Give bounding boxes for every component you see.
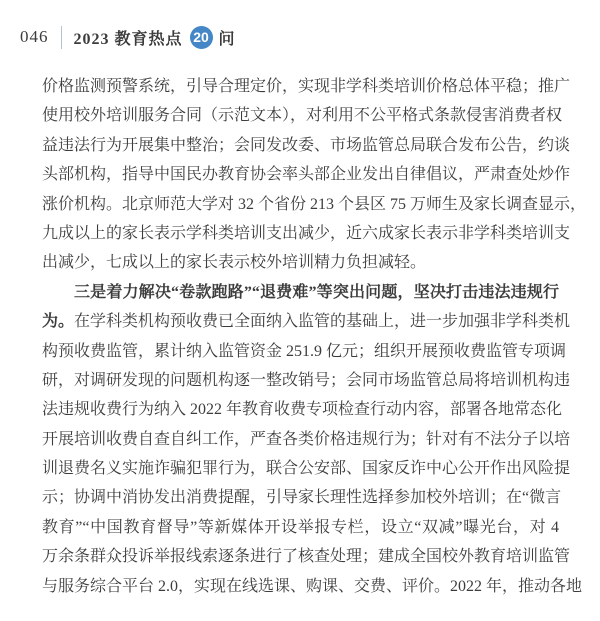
text-run: 益违法行为开展集中整治；会同发改委、市场监管总局联合发布公告，约谈	[42, 136, 571, 154]
text-line	[42, 219, 571, 248]
book-title-suffix: 问	[218, 30, 236, 48]
text-run: 在学科类机构预收费已全面纳入监管的基础上，进一步加强非学科类机	[74, 313, 571, 331]
text-line	[42, 483, 562, 512]
text-line	[42, 101, 563, 130]
text-run: 研，对调研发现的问题机构逐一整改销号；会同市场监管总局将培训机构违	[42, 371, 571, 389]
text-run: 开展培训收费自查自纠工作，严查各类价格违规行为；针对有不法分子以培	[42, 430, 571, 448]
text-run: 出减少，七成以上的家长表示校外培训精力负担减轻。	[42, 254, 427, 272]
text-line	[42, 337, 567, 366]
text-run: 法违规收费行为纳入 2022 年教育收费专项检查行动内容，部署各地常态化	[42, 401, 563, 419]
text-line	[42, 72, 571, 101]
text-run: 教育”“中国教育督导”等新媒体开设举报专栏，设立“双减”曝光台，对 4	[42, 518, 559, 536]
text-line	[42, 542, 571, 571]
text-line	[42, 572, 583, 601]
text-run: 头部机构，指导中国民办教育协会率头部企业发出自律倡议，严肃查处炒作	[42, 166, 571, 184]
text-line	[42, 278, 559, 307]
book-title	[74, 26, 236, 49]
text-run: 训退费名义实施诈骗犯罪行为，联合公安部、国家反诈中心公开作出风险提	[42, 460, 571, 478]
text-run: 万余条群众投诉举报线索逐条进行了核查处理；建成全国校外教育培训监管	[42, 548, 571, 566]
text-line	[42, 307, 571, 336]
page-body	[42, 72, 587, 601]
text-run: 涨价机构。北京师范大学对 32 个省份 213 个县区 75 万师生及家长调查显示，	[42, 195, 587, 213]
book-title-text: 2023 教育热点	[73, 30, 183, 48]
text-run: 使用校外培训服务合同（示范文本），对利用不公平格式条款侵害消费者权	[42, 107, 563, 125]
text-line	[42, 366, 571, 395]
text-line	[42, 395, 563, 424]
page-header	[20, 24, 236, 50]
text-line	[42, 160, 571, 189]
text-run: 九成以上的家长表示学科类培训支出减少，近六成家长表示非学科类培训支	[42, 224, 571, 242]
text-run: 与服务综合平台 2.0，实现在线选课、购课、交费、评价。2022 年，推动各地	[42, 577, 583, 595]
header-divider	[61, 26, 62, 49]
text-line	[42, 190, 587, 219]
badge-20: 20	[190, 26, 213, 49]
text-line	[42, 131, 571, 160]
text-line	[42, 454, 571, 483]
text-line	[42, 513, 559, 542]
text-line	[42, 248, 559, 277]
text-line	[42, 425, 571, 454]
text-run: 价格监测预警系统，引导合理定价，实现非学科类培训价格总体平稳；推广	[42, 78, 571, 95]
page-number: 046	[20, 27, 49, 46]
text-run: 示；协调中消协发出消费提醒，引导家长理性选择参加校外培训；在“微言	[42, 489, 562, 507]
text-run: 构预收费监管，累计纳入监管资金 251.9 亿元；组织开展预收费监管专项调	[42, 342, 567, 360]
text-run: 为。	[42, 313, 75, 331]
text-run: 三是着力解决“卷款跑路”“退费难”等突出问题，坚决打击违法违规行	[74, 283, 559, 301]
